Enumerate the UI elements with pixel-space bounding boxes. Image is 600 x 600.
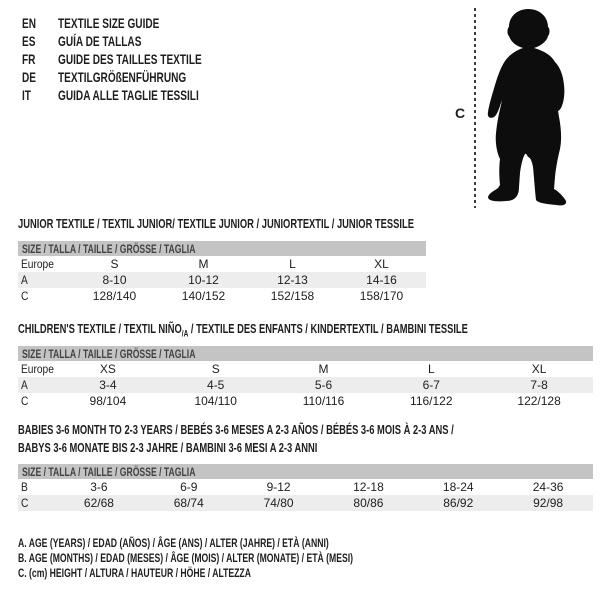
row-label: Europe: [21, 257, 54, 271]
footnote-b: B. AGE (MONTHS) / EDAD (MESES) / ÂGE (MOIS) / ALTER (MONATE) / ETÀ (MESI): [18, 551, 354, 565]
height-cell: 92/98: [533, 496, 564, 510]
height-dimension-dotted-line: [474, 8, 476, 208]
language-title-block: [22, 14, 258, 104]
table-row-europe: [18, 361, 593, 377]
language-code: IT: [22, 87, 31, 103]
height-cell: 62/68: [83, 496, 114, 510]
size-cell: L: [289, 257, 296, 271]
table-row-age: [18, 479, 593, 495]
size-cell: L: [427, 362, 435, 376]
footnote-legend: [18, 536, 483, 581]
size-cell: M: [318, 362, 329, 376]
height-cell: 140/152: [181, 289, 226, 303]
size-header-bar: SIZE / TALLA / TAILLE / GRÖSSE / TAGLIA: [18, 464, 593, 479]
language-code: DE: [22, 69, 37, 85]
junior-table-title: JUNIOR TEXTILE / TEXTIL JUNIOR/ TEXTILE JUNIOR / JUNIORTEXTIL / JUNIOR TESSILE: [18, 216, 414, 231]
age-cell: 7-8: [530, 378, 548, 392]
language-guide-title: TEXTILE SIZE GUIDE: [58, 15, 160, 31]
language-row-de: [22, 68, 258, 86]
dimension-label-c: C: [455, 105, 466, 121]
language-row-en: [22, 14, 258, 32]
table-row-europe: [18, 256, 426, 272]
babies-size-table: [18, 464, 593, 511]
row-label: C: [21, 496, 29, 510]
footnote-a: A. AGE (YEARS) / EDAD (AÑOS) / ÂGE (ANS) / ALTER (JAHRE) / ETÀ (ANNI): [18, 536, 329, 550]
age-cell: 6-9: [180, 480, 198, 494]
children-size-table: [18, 346, 593, 409]
age-cell: 8-10: [102, 273, 127, 287]
row-label: C: [21, 289, 29, 303]
size-cell: S: [110, 257, 119, 271]
height-cell: 74/80: [263, 496, 294, 510]
size-cell: S: [211, 362, 220, 376]
size-cell: XL: [531, 362, 547, 376]
height-cell: 122/128: [517, 394, 561, 408]
row-label: B: [21, 480, 28, 494]
height-cell: 98/104: [89, 394, 127, 408]
language-code: ES: [22, 33, 36, 49]
age-cell: 12-18: [353, 480, 384, 494]
age-cell: 9-12: [266, 480, 291, 494]
height-cell: 152/158: [270, 289, 315, 303]
height-cell: 128/140: [92, 289, 137, 303]
language-row-es: [22, 32, 258, 50]
table-row-height: [18, 393, 593, 409]
height-cell: 80/86: [353, 496, 384, 510]
age-cell: 24-36: [532, 480, 564, 494]
age-cell: 3-6: [90, 480, 108, 494]
title-subscript: /A: [181, 328, 189, 339]
age-cell: 14-16: [366, 273, 397, 287]
language-guide-title: GUIDE DES TAILLES TEXTILE: [58, 51, 202, 67]
table-row-age: [18, 272, 426, 288]
age-cell: 6-7: [422, 378, 440, 392]
age-cell: 5-6: [314, 378, 333, 392]
height-cell: 68/74: [173, 496, 204, 510]
height-cell: 104/110: [194, 394, 237, 408]
row-label: A: [21, 378, 28, 392]
babies-table-title: BABIES 3-6 MONTH TO 2-3 YEARS / BEBÉS 3-6 MESES A 2-3 AÑOS / BÉBÉS 3-6 MOIS À 2-3 ANS / BABYS 3-6 MONATE BIS 2-3 JAHRE / BAMBINI 3-6 MESI A 2-3 ANNI: [18, 422, 454, 455]
height-cell: 116/122: [410, 394, 453, 408]
language-code: FR: [22, 51, 36, 67]
table-row-age: [18, 377, 593, 393]
language-guide-title: GUIDA ALLE TAGLIE TESSILI: [58, 87, 199, 103]
age-cell: 12-13: [277, 273, 308, 287]
height-cell: 110/116: [302, 394, 345, 408]
size-cell: M: [198, 257, 209, 271]
age-cell: 4-5: [207, 378, 225, 392]
size-cell: XL: [374, 257, 389, 271]
age-cell: 18-24: [442, 480, 474, 494]
size-header-bar: SIZE / TALLA / TAILLE / GRÖSSE / TAGLIA: [18, 346, 593, 361]
footnote-c: C. (cm) HEIGHT / ALTURA / HAUTEUR / HÖHE / ALTEZZA: [18, 566, 251, 580]
junior-size-table: [18, 241, 426, 304]
table-row-height: [18, 495, 593, 511]
age-cell: 10-12: [188, 273, 219, 287]
language-guide-title: GUÍA DE TALLAS: [58, 33, 142, 49]
table-row-height: [18, 288, 426, 304]
row-label: C: [21, 394, 29, 408]
children-table-title: CHILDREN'S TEXTILE / TEXTIL $NIÑO_{/A}$ / TEXTILE DES ENFANTS / KINDERTEXTIL / BAMBINI TESSILE: [18, 321, 468, 339]
baby-silhouette-icon: [486, 7, 576, 207]
row-label: Europe: [21, 362, 54, 376]
language-code: EN: [22, 15, 37, 31]
language-row-fr: [22, 50, 258, 68]
height-cell: 158/170: [359, 289, 404, 303]
language-row-it: [22, 86, 258, 104]
size-cell: XS: [99, 362, 116, 376]
row-label: A: [21, 273, 28, 287]
size-header-bar: SIZE / TALLA / TAILLE / GRÖSSE / TAGLIA: [18, 241, 426, 256]
height-cell: 86/92: [443, 496, 474, 510]
age-cell: 3-4: [99, 378, 117, 392]
language-guide-title: TEXTILGRÖßENFÜHRUNG: [58, 69, 187, 85]
